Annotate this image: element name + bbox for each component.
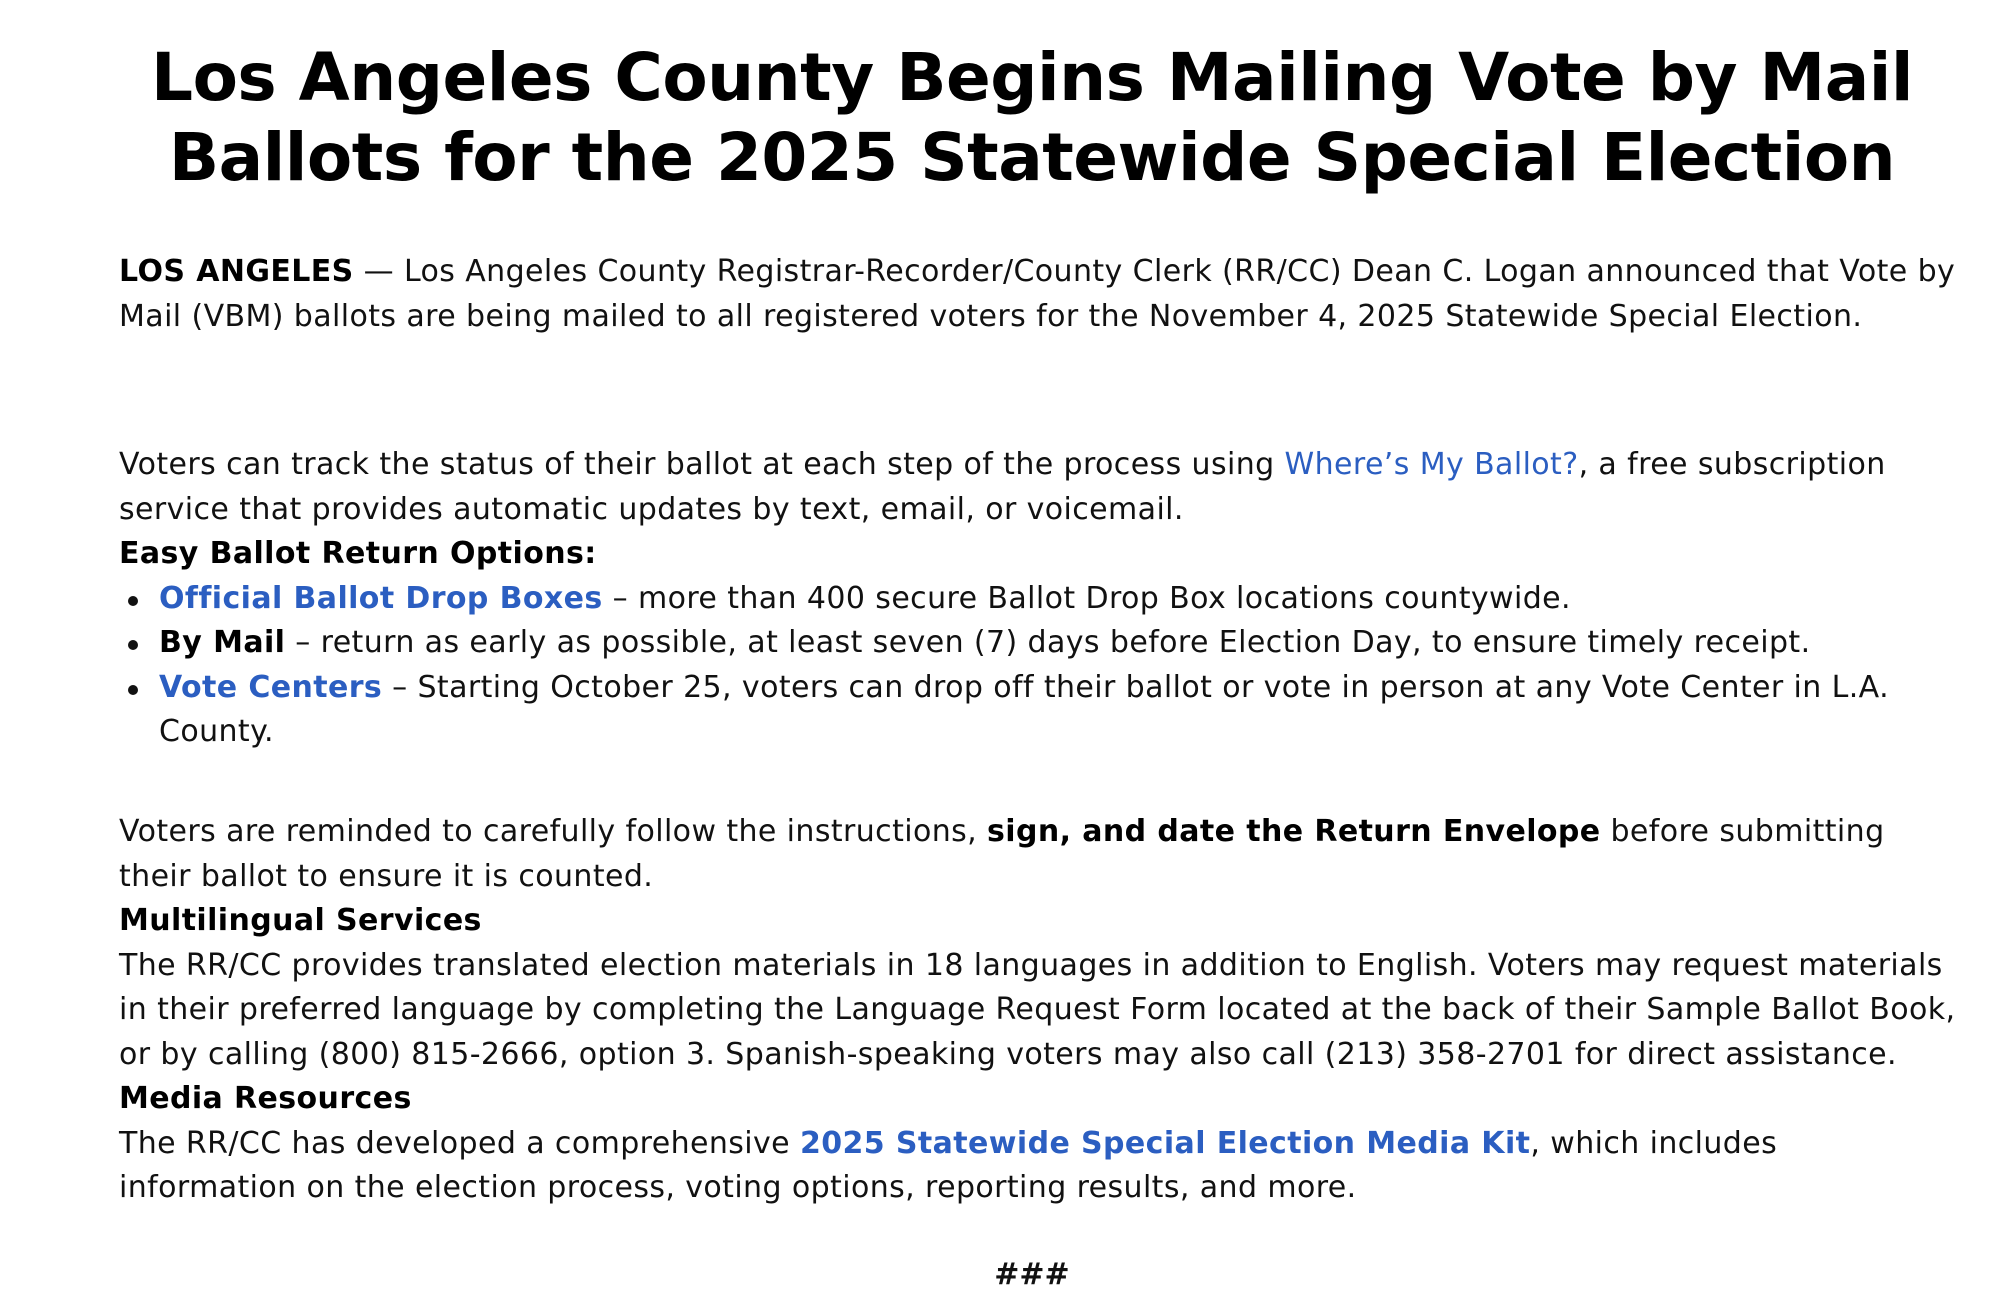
reminder-paragraph: [119, 810, 1959, 899]
end-of-release-mark: ###: [994, 1257, 1070, 1292]
dateline: LOS ANGELES: [119, 254, 354, 289]
wheres-my-ballot-link[interactable]: Where’s My Ballot?: [1284, 447, 1579, 482]
tracking-text-before: Voters can track the status of their ballot at each step of the process using: [119, 447, 1285, 482]
return-options-list: [119, 577, 1959, 755]
list-item: [159, 577, 1959, 622]
tracking-and-return-section: [119, 443, 1959, 755]
intro-paragraph: [119, 250, 1959, 339]
reminder-emphasis: sign, and date the Return Envelope: [987, 814, 1601, 849]
page-title: [120, 38, 1944, 198]
tracking-paragraph: [119, 443, 1959, 532]
media-resources-heading: Media Resources: [119, 1081, 412, 1116]
page-title-line-1: Los Angeles County Begins Mailing Vote by Mail: [151, 39, 1913, 116]
page-title-line-2: Ballots for the 2025 Statewide Special Election: [168, 119, 1896, 196]
media-paragraph: [119, 1122, 1959, 1211]
intro-text: — Los Angeles County Registrar-Recorder/County Clerk (RR/CC) Dean C. Logan announced that Vote by Mail (VBM) ballots are being mailed to all registered voters for the November 4, 2025 Statewide Special Election.: [119, 254, 1956, 334]
media-text-before: The RR/CC has developed a comprehensive: [119, 1125, 800, 1161]
list-item-text: – return as early as possible, at least seven (7) days before Election Day, to ensure timely receipt.: [285, 625, 1811, 660]
reminder-text-after: before submitting their ballot to ensure it is counted.: [119, 814, 1885, 894]
multilingual-heading: Multilingual Services: [119, 903, 482, 938]
by-mail-label: By Mail: [159, 625, 286, 660]
list-item-text: – Starting October 25, voters can drop off their ballot or vote in person at any Vote Center in L.A. County.: [159, 669, 1890, 749]
reminder-text-before: Voters are reminded to carefully follow the instructions,: [119, 814, 988, 849]
return-options-heading: Easy Ballot Return Options:: [119, 536, 597, 571]
media-text-after: , which includes information on the election process, voting options, reporting results, and more.: [119, 1125, 1778, 1205]
official-ballot-drop-boxes-link[interactable]: Official Ballot Drop Boxes: [159, 580, 603, 616]
multilingual-paragraph: The RR/CC provides translated election materials in 18 languages in addition to English. Voters may request materials in their preferred language by completing the Language Request Form located at the back of their Sample Ballot Book, or by calling (800) 815-2666, option 3. Spanish-speaking voters may also call (213) 358-2701 for direct assistance.: [119, 947, 1956, 1072]
list-item: [159, 621, 1959, 666]
vote-centers-link[interactable]: Vote Centers: [159, 669, 383, 705]
list-item: [159, 666, 1959, 755]
reminder-and-resources-section: [119, 810, 1959, 1211]
list-item-text: – more than 400 secure Ballot Drop Box locations countywide.: [602, 580, 1571, 616]
tracking-text-after: , a free subscription service that provides automatic updates by text, email, or voicemail.: [119, 447, 1886, 527]
media-kit-link[interactable]: 2025 Statewide Special Election Media Kit: [799, 1125, 1531, 1161]
